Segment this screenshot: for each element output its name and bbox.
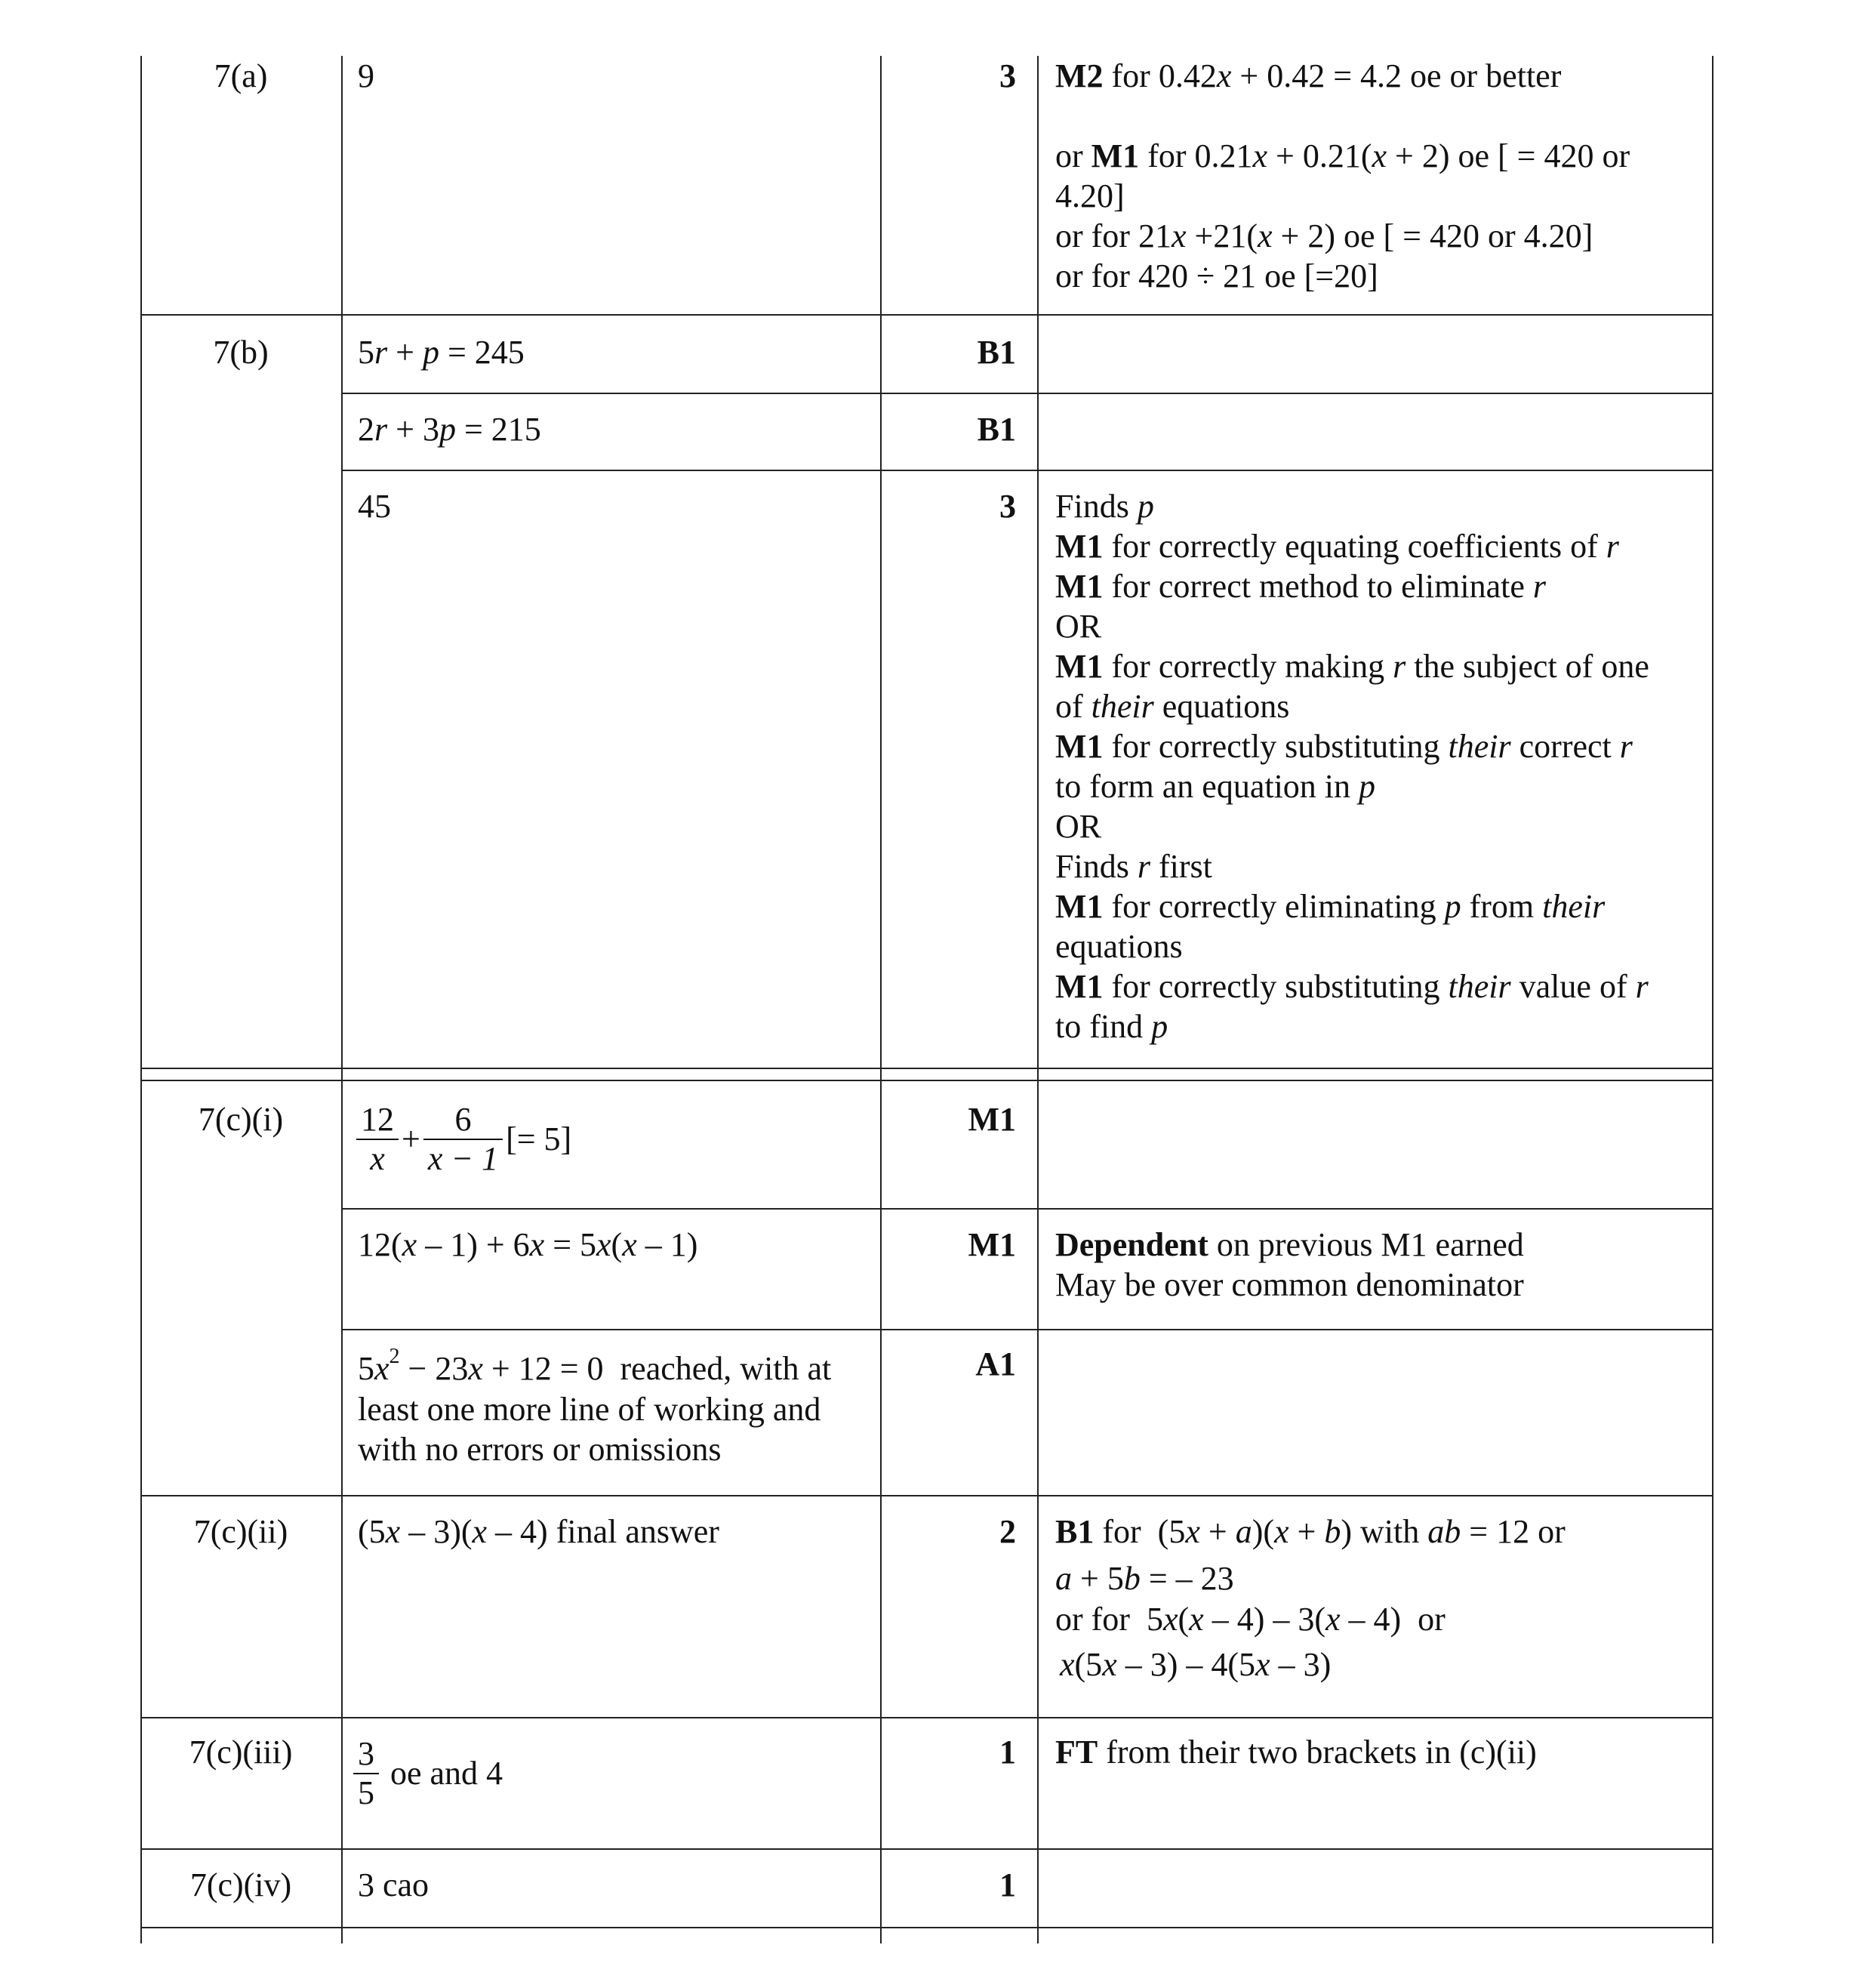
guidance-line: May be over common denominator	[1055, 1266, 1524, 1303]
answer-line: least one more line of working and	[358, 1391, 821, 1428]
row-divider	[341, 393, 1713, 394]
guidance-line: x(5x – 3) – 4(5x – 3)	[1060, 1646, 1332, 1683]
guidance-line: M1 for correctly equating coefficients of r	[1055, 528, 1619, 565]
guidance-line: M2 for 0.42x + 0.42 = 4.2 oe or better	[1055, 57, 1562, 94]
guidance-line: or for 420 ÷ 21 oe [=20]	[1055, 257, 1378, 294]
guidance-line: to find p	[1055, 1008, 1168, 1045]
mark-scheme-table	[140, 56, 1713, 1943]
answer: 5r + p = 245	[358, 334, 525, 371]
row-divider	[140, 1848, 1713, 1850]
answer: (5x – 3)(x – 4) final answer	[358, 1513, 719, 1550]
fraction: $\frac{12}{x}$	[356, 1101, 399, 1178]
mark: A1	[975, 1345, 1016, 1382]
mark: 2	[999, 1513, 1016, 1550]
mark: B1	[977, 334, 1016, 371]
answer: $5x^2 - 23x + 12 = 0$ reached, with at	[358, 1345, 832, 1387]
mark: 1	[999, 1734, 1016, 1771]
guidance-line: Dependent on previous M1 earned	[1055, 1226, 1524, 1263]
answer: $\frac{3}{5}$ oe and 4	[350, 1735, 503, 1812]
guidance-line: Finds p	[1055, 488, 1154, 525]
guidance-line: M1 for correctly making r the subject of one	[1055, 648, 1649, 685]
guidance-line: OR	[1055, 808, 1102, 845]
mark: 3	[999, 57, 1016, 94]
col-line-marks	[1037, 56, 1039, 1943]
row-divider	[341, 1329, 1713, 1330]
mark: 1	[999, 1866, 1016, 1903]
col-line-right	[1712, 56, 1713, 1943]
guidance-line: FT from their two brackets in (c)(ii)	[1055, 1734, 1537, 1771]
guidance-line: equations	[1055, 928, 1183, 965]
mark: M1	[968, 1101, 1016, 1138]
guidance-line: or for 21x +21(x + 2) oe [ = 420 or 4.20]	[1055, 217, 1593, 254]
mark: B1	[977, 411, 1016, 448]
guidance-line: to form an equation in p	[1055, 768, 1376, 805]
guidance-line: B1 for (5x + a)(x + b) with ab = 12 or	[1055, 1513, 1566, 1550]
row-divider	[140, 1068, 1713, 1069]
guidance-line: M1 for correctly eliminating p from their	[1055, 888, 1606, 925]
row-divider	[341, 1208, 1713, 1210]
mark: 3	[999, 488, 1016, 525]
answer: 2r + 3p = 215	[358, 411, 541, 448]
question-number: 7(a)	[214, 57, 268, 94]
answer: 12(x – 1) + 6x = 5x(x – 1)	[358, 1226, 698, 1263]
answer: 45	[358, 488, 391, 525]
answer-line: with no errors or omissions	[358, 1431, 722, 1468]
guidance-line: M1 for correctly substituting their value of r	[1055, 968, 1649, 1005]
row-divider	[140, 314, 1713, 316]
fraction: $\frac{3}{5}$	[353, 1735, 379, 1812]
guidance-line: 4.20]	[1055, 177, 1125, 214]
mark: M1	[968, 1226, 1016, 1263]
answer: 3 cao	[358, 1866, 430, 1903]
row-divider	[140, 1927, 1713, 1928]
question-number: 7(c)(i)	[198, 1101, 284, 1138]
guidance-line: a + 5b = – 23	[1055, 1560, 1234, 1597]
row-divider	[140, 1080, 1713, 1081]
row-divider	[140, 1495, 1713, 1496]
answer: 9	[358, 57, 374, 94]
guidance-line: Finds r first	[1055, 848, 1212, 885]
guidance-line: of their equations	[1055, 688, 1290, 725]
row-divider	[140, 1717, 1713, 1718]
guidance-line: or M1 for 0.21x + 0.21(x + 2) oe [ = 420 or	[1055, 137, 1630, 174]
fraction-expression: $\frac{12}{x}$ + $\frac{6}{x - 1}$ [= 5]	[353, 1101, 571, 1178]
guidance-line: OR	[1055, 608, 1102, 645]
question-number: 7(c)(iii)	[189, 1734, 293, 1771]
guidance-line: M1 for correct method to eliminate r	[1055, 568, 1546, 605]
fraction: $\frac{6}{x - 1}$	[423, 1101, 503, 1178]
question-number: 7(c)(ii)	[193, 1513, 288, 1550]
guidance-line: M1 for correctly substituting their correct r	[1055, 728, 1633, 765]
col-line-question	[341, 56, 343, 1943]
question-number: 7(b)	[213, 334, 269, 371]
guidance-line: or for 5x(x – 4) – 3(x – 4) or	[1055, 1601, 1446, 1638]
question-number: 7(c)(iv)	[189, 1866, 292, 1903]
row-divider	[341, 470, 1713, 471]
